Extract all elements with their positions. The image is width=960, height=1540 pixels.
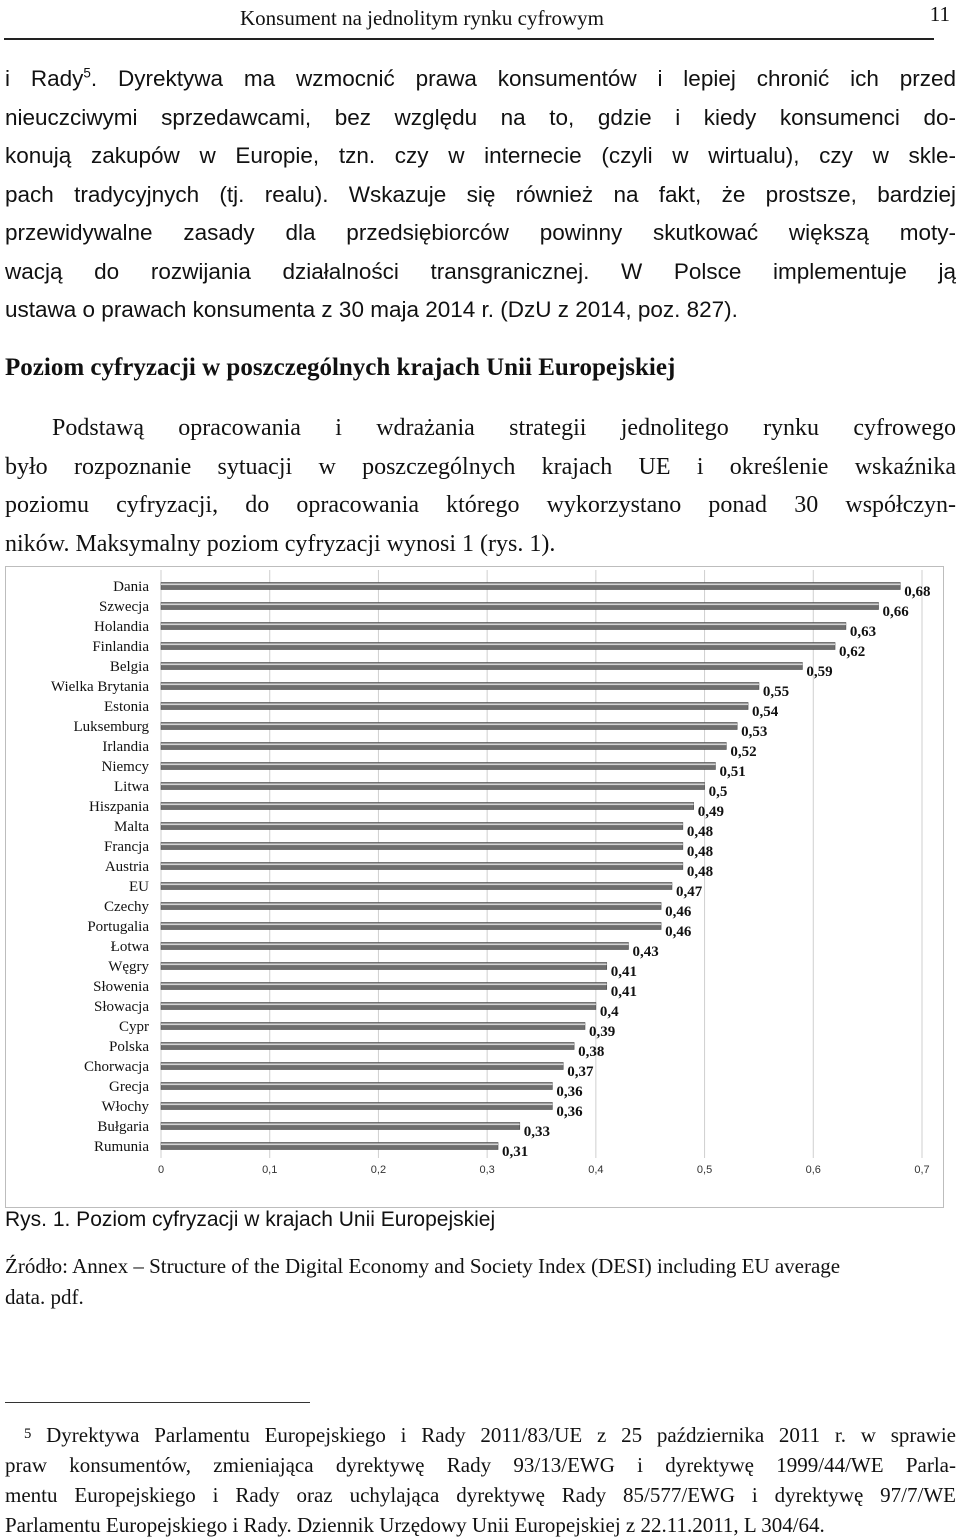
paragraph-2-line: ników. Maksymalny poziom cyfryzacji wynosi 1 (rys. 1). bbox=[5, 530, 556, 557]
paragraph-1-line: ustawa o prawach konsumenta z 30 maja 2014 r. (DzU z 2014, poz. 827). bbox=[5, 297, 738, 322]
category-label: Węgry bbox=[108, 959, 149, 975]
x-tick-label: 0,2 bbox=[370, 1164, 387, 1176]
header-rule bbox=[4, 38, 934, 40]
text-run: Dyrektywa Parlamentu Europejskiego i Rady 2011/83/UE z 25 października 2011 r. w sprawie bbox=[46, 1423, 957, 1447]
bar-highlight bbox=[161, 884, 672, 886]
bar-highlight bbox=[161, 1104, 552, 1106]
value-label: 0,52 bbox=[730, 744, 757, 760]
category-label: Holandia bbox=[94, 619, 149, 635]
category-label: Dania bbox=[113, 579, 149, 595]
value-label: 0,4 bbox=[599, 1004, 619, 1020]
paragraph-2-line: Podstawą opracowania i wdrażania strategii jednolitego rynku cyfrowego bbox=[52, 415, 956, 441]
bar-highlight bbox=[161, 584, 900, 586]
bar-highlight bbox=[161, 944, 628, 946]
value-label: 0,31 bbox=[502, 1144, 529, 1160]
bar-highlight bbox=[161, 1064, 563, 1066]
category-label: Chorwacja bbox=[84, 1059, 149, 1075]
text-run: i Rady bbox=[5, 66, 84, 91]
paragraph-2-line: było rozpoznanie sytuacji w poszczególnych krajach UE i określenie wskaźnika bbox=[5, 453, 956, 480]
bar-highlight bbox=[161, 984, 607, 986]
bar-highlight bbox=[161, 1004, 596, 1006]
paragraph-1-line: konują zakupów w Europie, tzn. czy w internecie (czyli w wirtualu), czy w skle- bbox=[5, 143, 956, 168]
page-number: 11 bbox=[929, 2, 950, 26]
category-label: Grecja bbox=[109, 1079, 149, 1095]
bar-highlight bbox=[161, 644, 835, 646]
category-label: Bułgaria bbox=[97, 1119, 149, 1135]
value-label: 0,51 bbox=[719, 764, 746, 780]
paragraph-2-line: poziomu cyfryzacji, do opracowania którego wykorzystano ponad 30 współczyn- bbox=[5, 492, 956, 518]
category-label: Słowacja bbox=[94, 999, 149, 1015]
x-tick-label: 0,3 bbox=[479, 1164, 495, 1176]
x-tick-label: 0,7 bbox=[914, 1164, 930, 1176]
x-tick-label: 0,1 bbox=[262, 1164, 278, 1176]
value-label: 0,43 bbox=[632, 944, 659, 960]
value-label: 0,48 bbox=[686, 844, 714, 860]
value-label: 0,36 bbox=[556, 1104, 583, 1120]
category-label: Polska bbox=[108, 1039, 149, 1055]
category-label: Finlandia bbox=[92, 639, 149, 655]
category-label: Litwa bbox=[114, 779, 149, 795]
value-label: 0,33 bbox=[523, 1124, 551, 1140]
category-label: Słowenia bbox=[93, 979, 149, 995]
value-label: 0,37 bbox=[567, 1064, 594, 1080]
category-label: Malta bbox=[114, 819, 149, 835]
value-label: 0,54 bbox=[752, 704, 779, 720]
category-label: Francja bbox=[104, 839, 149, 855]
paragraph-1-line: wacją do rozwijania działalności transgranicznej. W Polsce implementuje ją bbox=[5, 258, 956, 284]
bar-highlight bbox=[161, 1044, 574, 1046]
category-label: Irlandia bbox=[102, 739, 149, 755]
x-tick-label: 0,5 bbox=[696, 1164, 713, 1176]
value-label: 0,59 bbox=[806, 664, 833, 680]
value-label: 0,48 bbox=[686, 824, 714, 840]
footnote-line: Parlamentu Europejskiego i Rady. Dziennik Urzędowy Unii Europejskiej z 22.11.2011, L 304/64. bbox=[5, 1513, 825, 1537]
bar-highlight bbox=[161, 1144, 498, 1146]
value-label: 0,36 bbox=[556, 1084, 583, 1100]
value-label: 0,41 bbox=[610, 964, 637, 980]
bar-highlight bbox=[161, 864, 683, 866]
bar-highlight bbox=[161, 824, 683, 826]
bar-highlight bbox=[161, 724, 737, 726]
x-tick-label: 0,4 bbox=[588, 1164, 604, 1176]
bar-highlight bbox=[161, 904, 661, 906]
x-tick-label: 0 bbox=[157, 1164, 165, 1176]
category-label: Estonia bbox=[104, 699, 149, 715]
value-label: 0,55 bbox=[762, 684, 790, 700]
footnote-line bbox=[5, 1419, 956, 1450]
bar-highlight bbox=[161, 1084, 552, 1086]
value-label: 0,66 bbox=[882, 604, 909, 620]
text-run: . Dyrektywa ma wzmocnić prawa konsumentów i lepiej chronić ich przed bbox=[90, 66, 956, 91]
category-label: Portugalia bbox=[87, 919, 149, 935]
value-label: 0,41 bbox=[610, 984, 637, 1000]
bar-highlight bbox=[161, 744, 726, 746]
digitization-bar-chart bbox=[5, 566, 945, 1209]
category-label: EU bbox=[129, 879, 149, 895]
paragraph-1-line: nieuczciwymi sprzedawcami, bez względu na to, gdzie i kiedy konsumenci do- bbox=[5, 104, 956, 130]
page-header bbox=[0, 0, 960, 40]
bar-highlight bbox=[161, 684, 759, 686]
footnote-ref: 5 bbox=[83, 65, 91, 81]
value-label: 0,5 bbox=[708, 784, 728, 800]
value-label: 0,68 bbox=[904, 584, 931, 600]
source-label: Źródło bbox=[5, 1254, 63, 1278]
category-label: Belgia bbox=[109, 659, 149, 675]
value-label: 0,63 bbox=[849, 624, 877, 640]
value-label: 0,48 bbox=[686, 864, 714, 880]
running-title: Konsument na jednolitym rynku cyfrowym bbox=[240, 6, 604, 30]
section-heading: Poziom cyfryzacji w poszczególnych krajach Unii Europejskiej bbox=[5, 354, 676, 381]
paragraph-2 bbox=[5, 409, 956, 563]
category-label: Łotwa bbox=[110, 939, 149, 955]
category-label: Rumunia bbox=[94, 1139, 149, 1155]
category-label: Hiszpania bbox=[89, 799, 149, 815]
bar-highlight bbox=[161, 964, 607, 966]
category-label: Czechy bbox=[104, 899, 149, 915]
bar-highlight bbox=[161, 664, 802, 666]
bar-highlight bbox=[161, 784, 705, 786]
footnote-number: 5 bbox=[24, 1426, 32, 1442]
value-label: 0,53 bbox=[741, 724, 768, 740]
bar-highlight bbox=[161, 704, 748, 706]
category-label: Luksemburg bbox=[73, 719, 149, 735]
category-label: Szwecja bbox=[99, 599, 149, 615]
figure-caption: Rys. 1. Poziom cyfryzacji w krajach Unii Europejskiej bbox=[5, 1208, 496, 1231]
source-line: data. pdf. bbox=[5, 1285, 84, 1309]
value-label: 0,47 bbox=[675, 884, 703, 900]
paragraph-1 bbox=[5, 60, 956, 330]
bar-highlight bbox=[161, 924, 661, 926]
value-label: 0,62 bbox=[839, 644, 866, 660]
footnote bbox=[5, 1419, 956, 1540]
x-tick-label: 0,6 bbox=[805, 1164, 821, 1176]
paragraph-1-line bbox=[5, 60, 956, 99]
source-line bbox=[5, 1251, 956, 1282]
value-label: 0,49 bbox=[697, 804, 724, 820]
category-label: Włochy bbox=[101, 1099, 149, 1115]
bar-highlight bbox=[161, 1024, 585, 1026]
paragraph-1-line: przewidywalne zasady dla przedsiębiorców powinny skutkować większą moty- bbox=[5, 220, 956, 245]
value-label: 0,38 bbox=[578, 1044, 605, 1060]
value-label: 0,46 bbox=[665, 904, 692, 920]
category-label: Niemcy bbox=[101, 759, 149, 775]
bar-highlight bbox=[161, 804, 694, 806]
bar-highlight bbox=[161, 764, 715, 766]
footnote-line: mentu Europejskiego i Rady oraz uchylająca dyrektywę Rady 85/577/EWG i dyrektywę 97/7/WE bbox=[5, 1483, 956, 1507]
paragraph-1-line: pach tradycyjnych (tj. realu). Wskazuje się również na fakt, że prostsze, bardziej bbox=[5, 181, 956, 207]
category-label: Austria bbox=[104, 859, 149, 875]
bar-highlight bbox=[161, 604, 879, 606]
bar-highlight bbox=[161, 624, 846, 626]
footnote-line: praw konsumentów, zmieniająca dyrektywę Rady 93/13/EWG i dyrektywę 1999/44/WE Parla- bbox=[5, 1453, 956, 1477]
bar-highlight bbox=[161, 1124, 520, 1126]
chart-figure bbox=[5, 566, 945, 1209]
value-label: 0,46 bbox=[665, 924, 692, 940]
value-label: 0,39 bbox=[588, 1024, 616, 1040]
text-run: : Annex – Structure of the Digital Economy and Society Index (DESI) including EU average bbox=[62, 1254, 841, 1278]
category-label: Wielka Brytania bbox=[50, 679, 149, 695]
bar-highlight bbox=[161, 844, 683, 846]
category-label: Cypr bbox=[119, 1019, 149, 1035]
footnote-rule bbox=[5, 1402, 310, 1403]
figure-source bbox=[5, 1251, 956, 1313]
